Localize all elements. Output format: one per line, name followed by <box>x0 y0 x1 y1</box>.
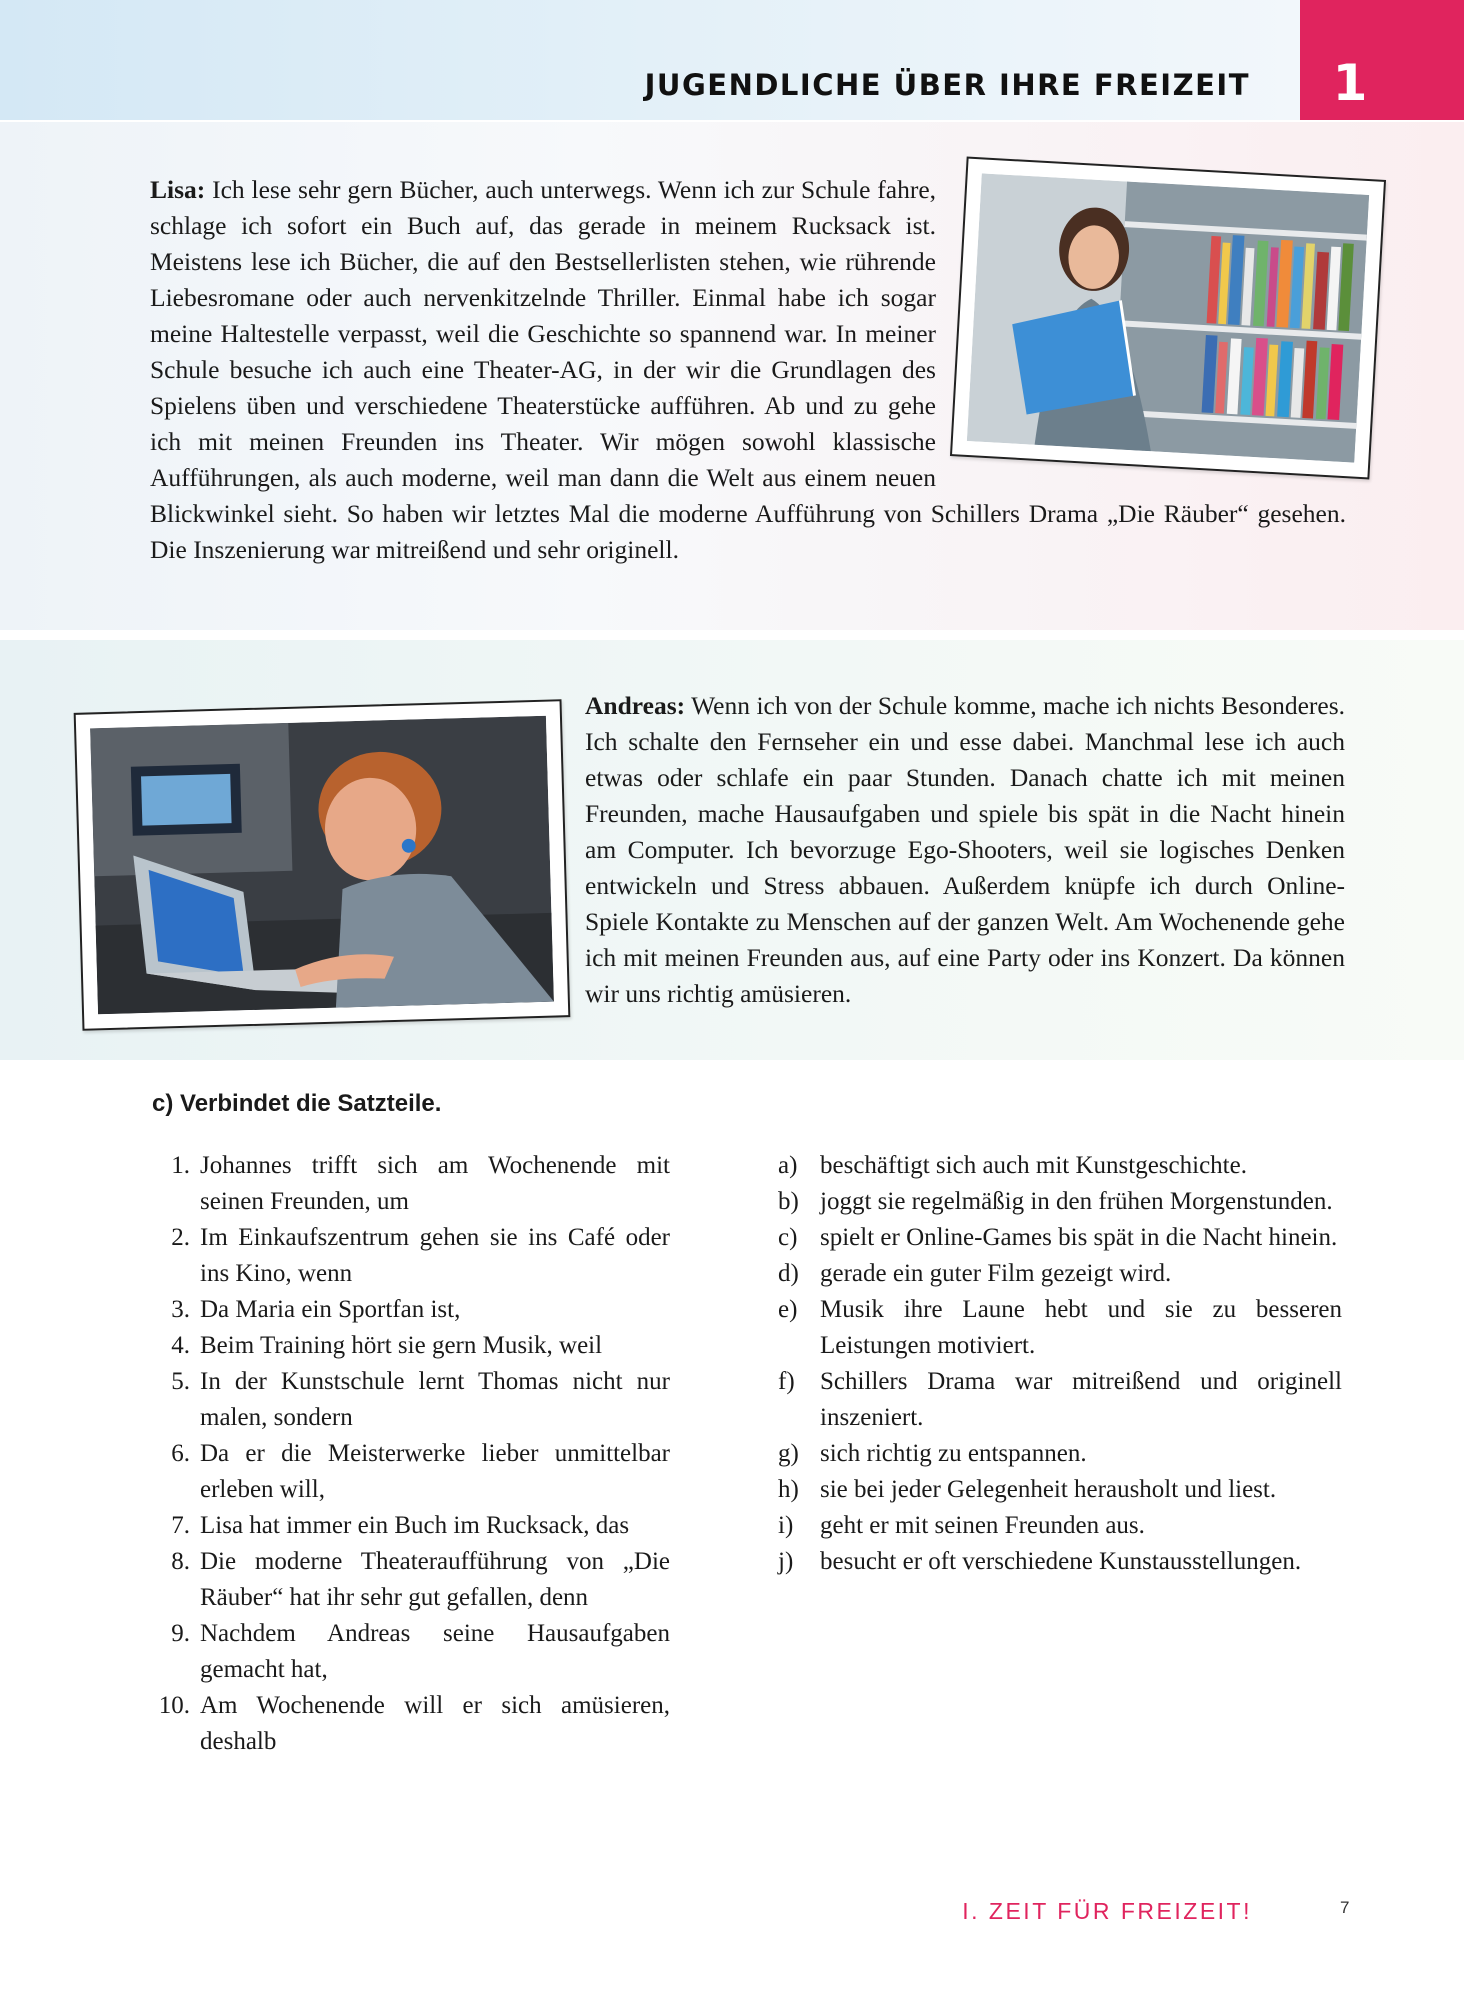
list-item <box>154 1688 670 1760</box>
item-text: Da er die Meisterwerke lieber unmittelbar erleben will, <box>200 1440 670 1503</box>
item-number: 5. <box>171 1368 190 1395</box>
sentence-start-list <box>154 1148 670 1760</box>
item-text: In der Kunstschule lernt Thomas nicht nur malen, sondern <box>200 1368 670 1431</box>
item-text: Johannes trifft sich am Wochenende mit seinen Freunden, um <box>200 1152 670 1215</box>
item-text: beschäftigt sich auch mit Kunstgeschichte. <box>820 1152 1247 1179</box>
item-letter: a) <box>778 1152 798 1179</box>
item-letter: i) <box>778 1512 794 1539</box>
list-item <box>154 1328 670 1364</box>
item-text: gerade ein guter Film gezeigt wird. <box>820 1260 1172 1287</box>
item-text: Lisa hat immer ein Buch im Rucksack, das <box>200 1512 630 1539</box>
lisa-paragraph-block <box>150 172 1346 568</box>
footer-section-title: I. ZEIT FÜR FREIZEIT! <box>962 1898 1252 1924</box>
item-text: joggt sie regelmäßig in den frühen Morgenstunden. <box>820 1188 1333 1215</box>
exercise-heading: c) Verbindet die Satzteile. <box>152 1090 442 1117</box>
header-band <box>0 0 1300 120</box>
item-text: sich richtig zu entspannen. <box>820 1440 1087 1467</box>
list-item <box>778 1256 1342 1292</box>
item-text: Schillers Drama war mitreißend und originell inszeniert. <box>820 1368 1342 1431</box>
list-item <box>778 1544 1342 1580</box>
speaker-name-andreas: Andreas: <box>585 691 686 720</box>
item-text: Beim Training hört sie gern Musik, weil <box>200 1332 603 1359</box>
list-item <box>778 1436 1342 1472</box>
list-item <box>154 1292 670 1328</box>
list-item <box>778 1472 1342 1508</box>
andreas-paragraph-block <box>585 688 1345 1012</box>
list-item <box>778 1292 1342 1364</box>
item-text: Nachdem Andreas seine Hausaufgaben gemacht hat, <box>200 1620 670 1683</box>
item-number: 3. <box>171 1296 190 1323</box>
page-number: 7 <box>1340 1898 1350 1917</box>
list-item <box>154 1508 670 1544</box>
andreas-text: Wenn ich von der Schule komme, mache ich nichts Besonderes. Ich schalte den Fernseher ein und esse dabei. Manchmal lese ich auch etwas oder schlafe ein paar Stunden. Danach chatte ich mit meinen Freunden, mache Hausaufgaben und spiele bis spät in die Nacht hinein am Computer. Ich bevorzuge Ego-Shooters, weil sie logisches Denken entwickeln und Stress abbauen. Außerdem knüpfe ich durch Online-Spiele Kontakte zu Menschen auf der ganzen Welt. Am Wochenende gehe ich mit meinen Freunden aus, auf eine Party oder ins Konzert. Da können wir uns richtig amüsieren. <box>585 691 1345 1008</box>
item-text: besucht er oft verschiedene Kunstausstellungen. <box>820 1548 1302 1575</box>
page-title: JUGENDLICHE ÜBER IHRE FREIZEIT <box>644 68 1250 102</box>
list-item <box>778 1364 1342 1436</box>
item-text: Am Wochenende will er sich amüsieren, deshalb <box>200 1692 670 1755</box>
item-text: Da Maria ein Sportfan ist, <box>200 1296 461 1323</box>
item-letter: e) <box>778 1296 798 1323</box>
item-text: spielt er Online-Games bis spät in die Nacht hinein. <box>820 1224 1338 1251</box>
item-number: 8. <box>171 1548 190 1575</box>
item-letter: f) <box>778 1368 795 1395</box>
item-text: Im Einkaufszentrum gehen sie ins Café oder ins Kino, wenn <box>200 1224 670 1287</box>
item-text: Musik ihre Laune hebt und sie zu besseren Leistungen motiviert. <box>820 1296 1342 1359</box>
chapter-number-tab: 1 <box>1300 0 1464 120</box>
photo-text-wrap-spacer <box>936 172 1346 490</box>
list-item <box>154 1148 670 1220</box>
boy-laptop-illustration <box>90 716 554 1015</box>
item-letter: h) <box>778 1476 799 1503</box>
list-item <box>778 1148 1342 1184</box>
item-number: 7. <box>171 1512 190 1539</box>
item-number: 1. <box>171 1152 190 1179</box>
item-number: 10. <box>158 1692 190 1719</box>
list-item <box>154 1364 670 1436</box>
item-text: geht er mit seinen Freunden aus. <box>820 1512 1145 1539</box>
speaker-name-lisa: Lisa: <box>150 175 206 204</box>
lisa-text: Ich lese sehr gern Bücher, auch unterwegs. Wenn ich zur Schule fahre, schlage ich sofort ein Buch auf, das gerade in meinem Rucksack ist. Meistens lese ich Bücher, die auf den Bestsellerlisten stehen, wie rührende Liebesromane oder auch nervenkitzelnde Thriller. Einmal habe ich sogar meine Haltestelle verpasst, weil die Geschichte so spannend war. In meiner Schule besuche ich auch eine Theater-AG, in der wir die Grundlagen des Spielens üben und verschiedene Theaterstücke aufführen. Ab und zu gehe ich mit meinen Freunden ins Theater. Wir mögen sowohl klassische Aufführungen, als auch moderne, weil man dann die Welt aus einem neuen Blickwinkel sieht. So haben wir letztes Mal die moderne Aufführung von Schillers Drama „Die Räuber“ gesehen. Die Inszenierung war mitreißend und sehr originell. <box>150 175 1346 564</box>
item-letter: g) <box>778 1440 799 1467</box>
item-letter: d) <box>778 1260 799 1287</box>
list-item <box>154 1616 670 1688</box>
list-item <box>778 1220 1342 1256</box>
item-text: sie bei jeder Gelegenheit herausholt und liest. <box>820 1476 1277 1503</box>
list-item <box>154 1544 670 1616</box>
item-number: 4. <box>171 1332 190 1359</box>
item-letter: j) <box>778 1548 794 1575</box>
list-item <box>778 1184 1342 1220</box>
item-number: 2. <box>171 1224 190 1251</box>
item-text: Die moderne Theateraufführung von „Die Räuber“ hat ihr sehr gut gefallen, denn <box>200 1548 670 1611</box>
item-number: 6. <box>171 1440 190 1467</box>
item-number: 9. <box>171 1620 190 1647</box>
item-letter: b) <box>778 1188 799 1215</box>
list-item <box>778 1508 1342 1544</box>
item-letter: c) <box>778 1224 798 1251</box>
andreas-paragraph <box>585 688 1345 1012</box>
sentence-end-list <box>778 1148 1342 1580</box>
photo-boy-at-laptop <box>74 699 571 1031</box>
list-item <box>154 1436 670 1508</box>
list-item <box>154 1220 670 1292</box>
